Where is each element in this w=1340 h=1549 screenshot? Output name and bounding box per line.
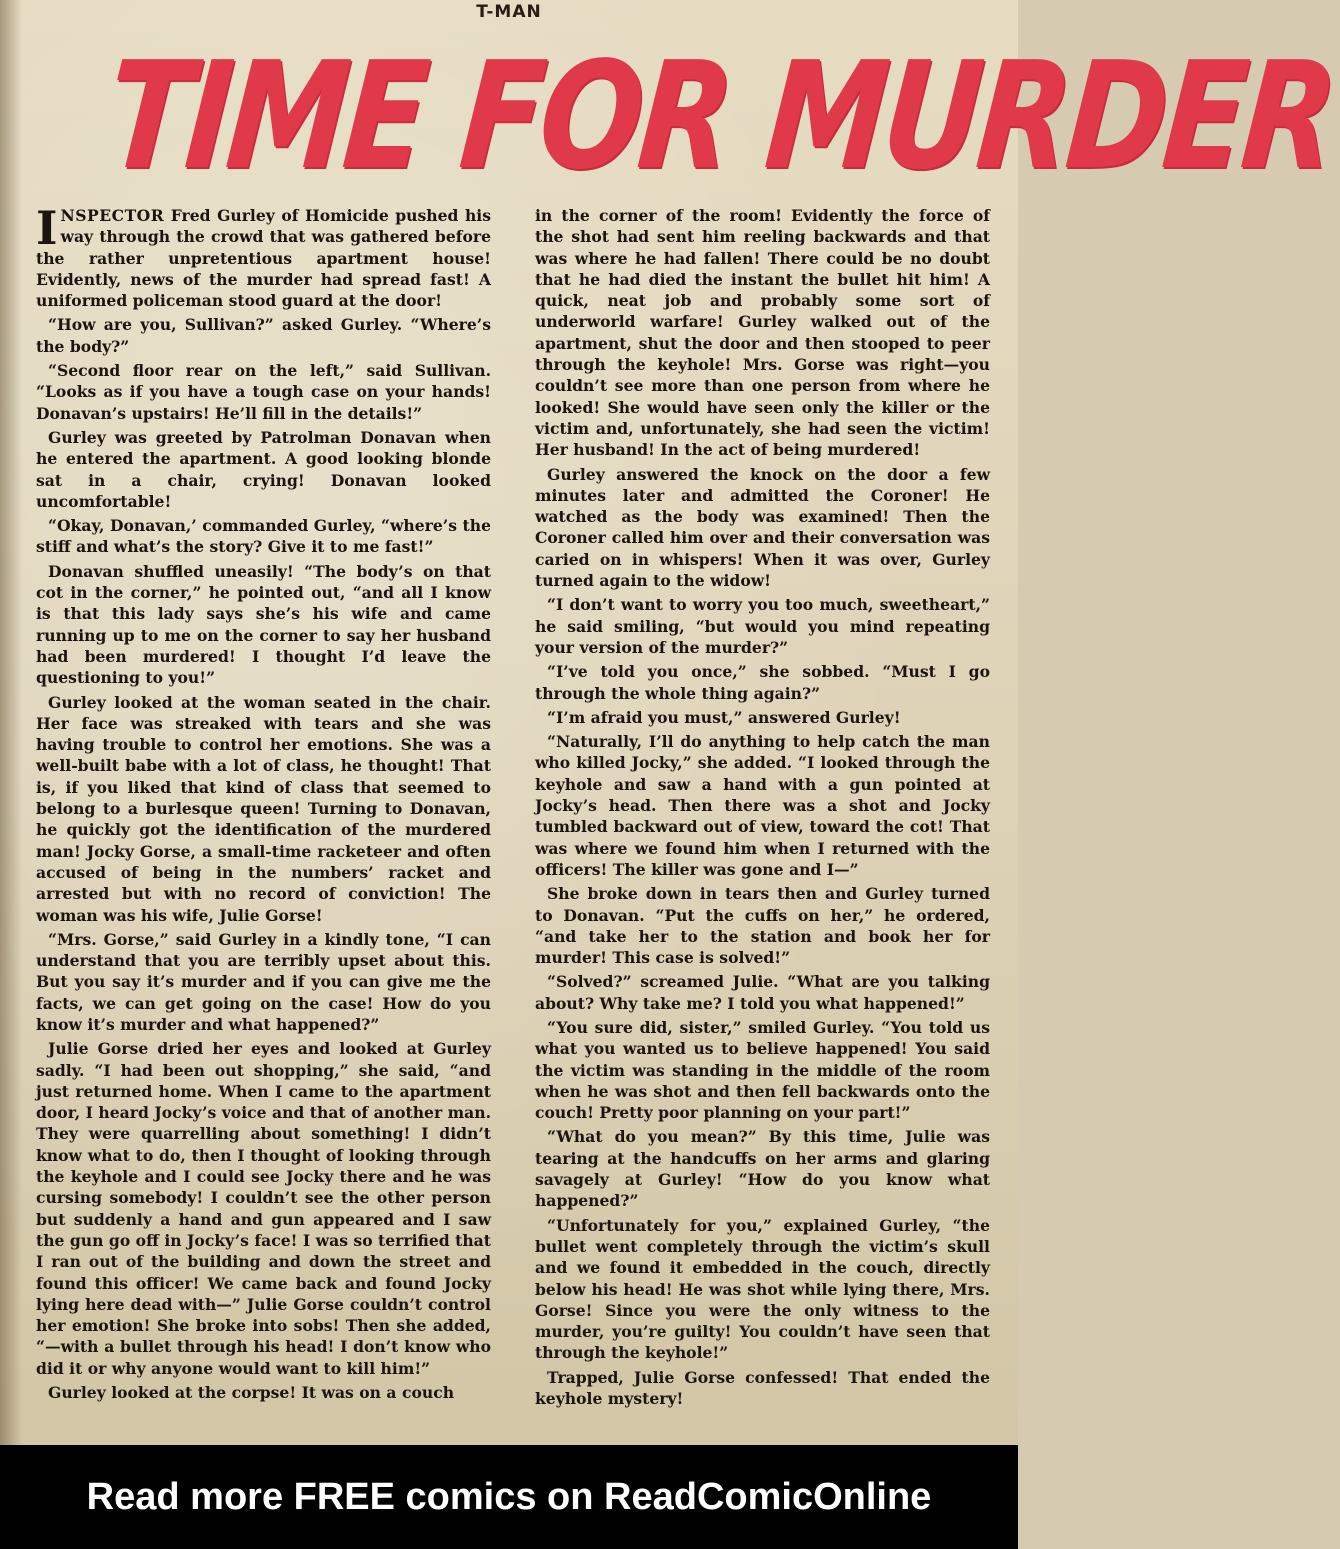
story-paragraph: “Mrs. Gorse,” said Gurley in a kindly tone, “I can understand that you are terribly upset about this. But you say it’s murder and if you can give me the facts, we can get going on the case! How do you know it’s murder and what happened?”	[36, 929, 491, 1034]
page-edge-shadow	[0, 0, 22, 1445]
promo-banner[interactable]	[0, 1445, 1018, 1549]
story-paragraph	[36, 201, 491, 311]
lead-word: NSPECTOR	[60, 206, 165, 225]
story-paragraph: “Okay, Donavan,’ commanded Gurley, “where’s the stiff and what’s the story? Give it to me fast!”	[36, 516, 491, 557]
story-paragraph: Trapped, Julie Gorse confessed! That ended the keyhole mystery!	[535, 1367, 990, 1409]
left-column	[36, 201, 491, 1430]
story-paragraph: “I’m afraid you must,” answered Gurley!	[547, 707, 901, 727]
story-paragraph: Donavan shuffled uneasily! “The body’s on that cot in the corner,” he pointed out, “and all I know is that this lady says she’s his wife and came running up to me on the corner to say her husband had been murdered! I thought I’d leave the questioning to you!”	[36, 561, 491, 688]
story-columns	[36, 201, 990, 1430]
story-paragraph: Julie Gorse dried her eyes and looked at Gurley sadly. “I had been out shopping,” she said, “and just returned home. When I came to the apartment door, I heard Jocky’s voice and that of another man. They were quarrelling about something! I didn’t know what to do, then I thought of looking through the keyhole and I could see Jocky there and he was cursing somebody! I couldn’t see the other person but suddenly a hand and gun appeared and I saw the gun go off in Jocky’s face! I was so terrified that I ran out of the building and down the street and found this officer! We came back and found Jocky lying here dead with—” Julie Gorse couldn’t control her emotion! She broke into sobs! Then she added, “—with a bullet through his head! I don’t know who did it or why anyone would want to kill him!”	[36, 1039, 491, 1378]
series-name: T-MAN	[476, 2, 542, 22]
story-paragraph: Gurley looked at the woman seated in the chair. Her face was streaked with tears and she was having trouble to control her emotions. She was a well-built babe with a lot of class, he thought! That is, if you liked that kind of class that seemed to belong to a burlesque queen! Turning to Donavan, he quickly got the identification of the murdered man! Jocky Gorse, a small-time racketeer and often accused of being in the numbers’ racket and arrested but with no record of conviction! The woman was his wife, Julie Gorse!	[36, 692, 491, 925]
story-paragraph: “You sure did, sister,” smiled Gurley. “You told us what you wanted us to believe happened! You said the victim was standing in the middle of the room when he was shot and then fell backwards onto the couch! Pretty poor planning on your part!”	[535, 1017, 990, 1123]
promo-banner-text[interactable]: Read more FREE comics on ReadComicOnline	[86, 1475, 932, 1518]
story-paragraph: Gurley answered the knock on the door a few minutes later and admitted the Coroner! He watched as the body was examined! Then the Coroner called him over and their conversation was caried on in whispers! When it was over, Gurley turned again to the widow!	[535, 464, 990, 591]
story-title: TIME FOR MURDER	[100, 30, 1340, 202]
story-paragraph: “Unfortunately for you,” explained Gurley, “the bullet went completely through the victim’s skull and we found it embedded in the couch, directly below his head! He was shot while lying there, Mrs. Gorse! Since you were the only witness to the murder, you’re guilty! You couldn’t have seen that through the keyhole!”	[535, 1215, 990, 1363]
story-paragraph: Gurley was greeted by Patrolman Donavan when he entered the apartment. A good looking blonde sat in a chair, crying! Donavan looked uncomfortable!	[36, 427, 491, 511]
paragraph-text: Fred Gurley of Homicide pushed his way through the crowd that was gathered before the rather unpretentious apartment house! Evidently, news of the murder had spread fast! A uniformed policeman stood guard at the door!	[36, 206, 491, 311]
story-paragraph: “I don’t want to worry you too much, sweetheart,” he said smiling, “but would you mind repeating your version of the murder?”	[535, 595, 990, 657]
story-paragraph: Gurley looked at the corpse! It was on a couch	[48, 1383, 455, 1403]
story-paragraph: “Second floor rear on the left,” said Sullivan. “Looks as if you have a tough case on your hands! Donavan’s upstairs! He’ll fill in the details!”	[36, 361, 491, 423]
story-paragraph: “Solved?” screamed Julie. “What are you talking about? Why take me? I told you what happened!”	[535, 972, 990, 1013]
story-paragraph-continued: in the corner of the room! Evidently the force of the shot had sent him reeling backwards and that was where he had fallen! There could be no doubt that he had died the instant the bullet hit him! A quick, neat job and probably some sort of underworld warfare! Gurley walked out of the apartment, shut the door and then stooped to peer through the keyhole! Mrs. Gorse was right—you couldn’t see more than one person from where he looked! She would have seen only the killer or the victim and, unfortunately, she had seen the victim! Her husband! In the act of being murdered!	[535, 206, 990, 460]
story-paragraph: “What do you mean?” By this time, Julie was tearing at the handcuffs on her arms and glaring savagely at Gurley! “How do you know what happened?”	[535, 1127, 990, 1211]
story-paragraph: “How are you, Sullivan?” asked Gurley. “Where’s the body?”	[36, 315, 491, 356]
right-column	[535, 205, 990, 1430]
story-paragraph: “I’ve told you once,” she sobbed. “Must I go through the whole thing again?”	[535, 662, 990, 703]
story-paragraph: She broke down in tears then and Gurley turned to Donavan. “Put the cuffs on her,” he ordered, “and take her to the station and book her for murder! This case is solved!”	[535, 884, 990, 968]
drop-cap: I	[36, 201, 58, 255]
story-paragraph: “Naturally, I’ll do anything to help catch the man who killed Jocky,” she added. “I looked through the keyhole and saw a hand with a gun pointed at Jocky’s head. Then there was a shot and Jocky tumbled backward out of view, toward the cot! That was where we found him when I returned with the officers! The killer was gone and I—”	[535, 732, 990, 879]
